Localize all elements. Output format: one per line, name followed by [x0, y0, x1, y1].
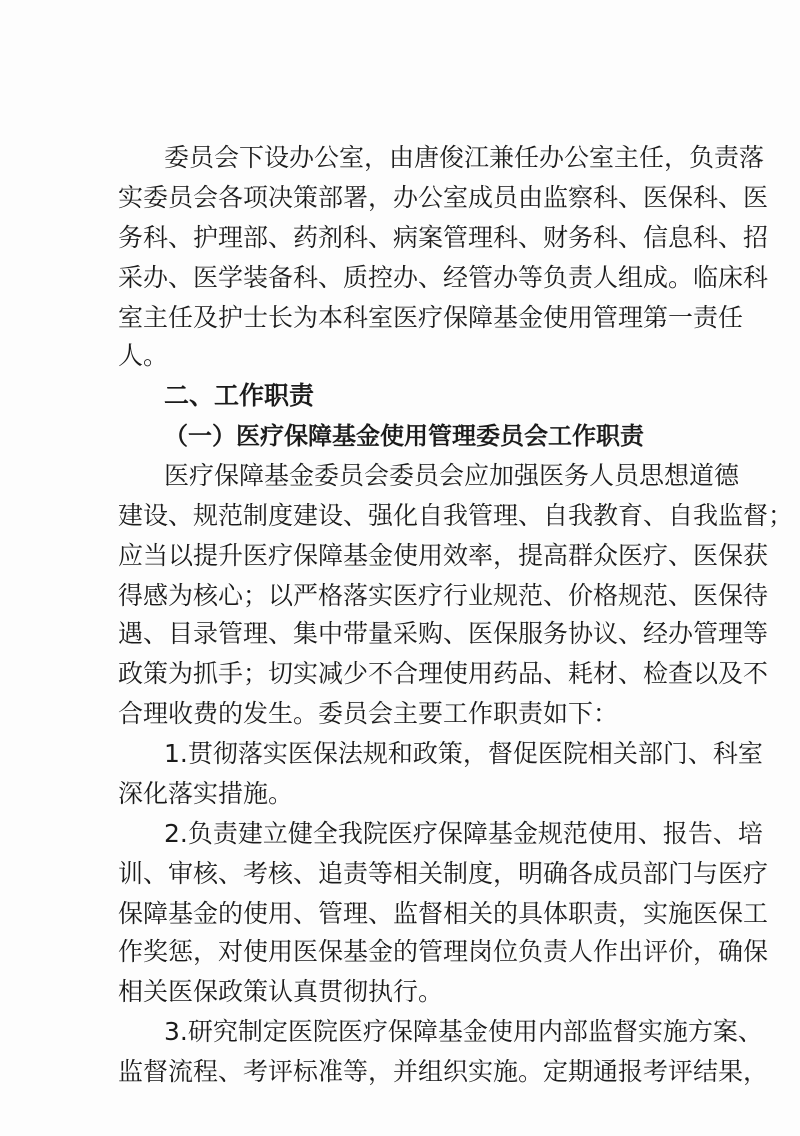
paragraph-line: 应当以提升医疗保障基金使用效率，提高群众医疗、医保获 — [118, 541, 769, 570]
paragraph-line: 相关医保政策认真贯彻执行。 — [118, 977, 444, 1006]
paragraph-line: 遇、目录管理、集中带量采购、医保服务协议、经办管理等 — [118, 619, 769, 648]
paragraph-line: 委员会下设办公室，由唐俊江兼任办公室主任，负责落 — [164, 143, 765, 172]
paragraph-line: 采办、医学装备科、质控办、经管办等负责人组成。临床科 — [118, 263, 769, 292]
subsection-heading: （一）医疗保障基金使用管理委员会工作职责 — [164, 422, 644, 450]
section-heading: 二、工作职责 — [164, 381, 315, 410]
paragraph-line: 建设、规范制度建设、强化自我管理、自我教育、自我监督； — [118, 501, 794, 530]
paragraph-line: 监督流程、考评标准等，并组织实施。定期通报考评结果， — [118, 1057, 769, 1086]
paragraph-line: 实委员会各项决策部署，办公室成员由监察科、医保科、医 — [118, 183, 769, 212]
paragraph-line: 人。 — [118, 341, 169, 370]
paragraph-line: 深化落实措施。 — [118, 779, 294, 808]
paragraph-line: 1.贯彻落实医保法规和政策，督促医院相关部门、科室 — [164, 739, 763, 768]
paragraph-line: 保障基金的使用、管理、监督相关的具体职责，实施医保工 — [118, 899, 769, 928]
paragraph-line: 医疗保障基金委员会委员会应加强医务人员思想道德 — [164, 461, 740, 490]
paragraph-line: 室主任及护士长为本科室医疗保障基金使用管理第一责任 — [118, 303, 744, 332]
paragraph-line: 务科、护理部、药剂科、病案管理科、财务科、信息科、招 — [118, 223, 769, 252]
paragraph-line: 训、审核、考核、追责等相关制度，明确各成员部门与医疗 — [118, 859, 769, 888]
paragraph-line: 得感为核心；以严格落实医疗行业规范、价格规范、医保待 — [118, 581, 769, 610]
paragraph-line: 作奖惩，对使用医保基金的管理岗位负责人作出评价，确保 — [118, 937, 769, 966]
paragraph-line: 3.研究制定医院医疗保障基金使用内部监督实施方案、 — [164, 1017, 763, 1046]
paragraph-line: 合理收费的发生。委员会主要工作职责如下： — [118, 699, 619, 728]
paragraph-line: 政策为抓手；切实减少不合理使用药品、耗材、检查以及不 — [118, 659, 769, 688]
paragraph-line: 2.负责建立健全我院医疗保障基金规范使用、报告、培 — [164, 819, 763, 848]
